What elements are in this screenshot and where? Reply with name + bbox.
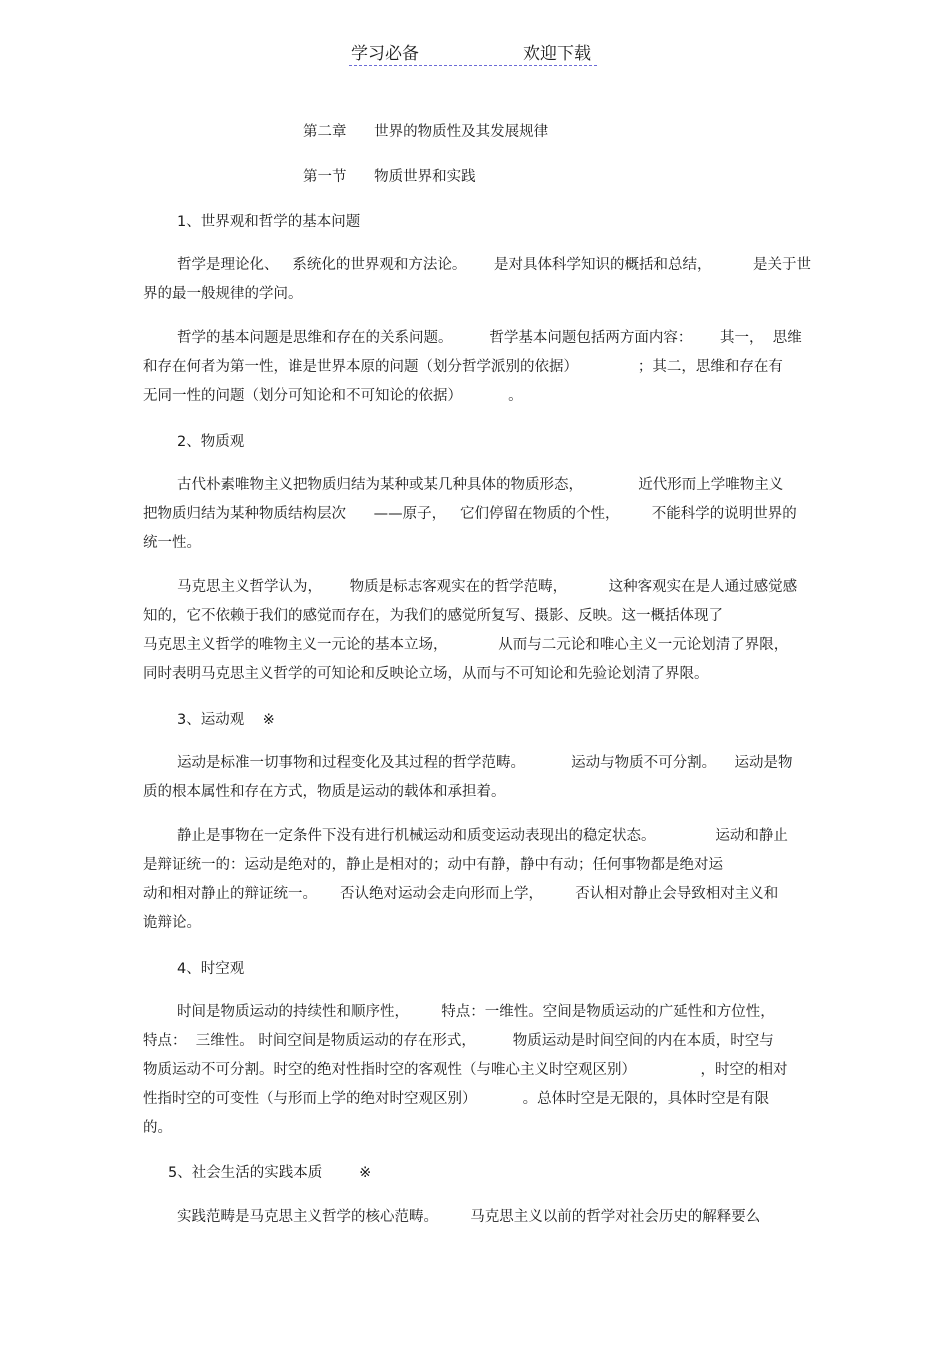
paragraph-line: 物质运动不可分割。时空的绝对性指时空的客观性（与唯心主义时空观区别） ，时空的相对: [143, 1062, 788, 1078]
paragraph-line: 运动是标准一切事物和过程变化及其过程的哲学范畴。 运动与物质不可分割。 运动是物: [177, 755, 793, 771]
paragraph-line: 无同一性的问题（划分可知论和不可知论的依据） 。: [143, 388, 523, 404]
heading-4: 4、时空观: [177, 961, 245, 977]
heading-1: 1、世界观和哲学的基本问题: [177, 214, 361, 230]
paragraph-line: 哲学是理论化、 系统化的世界观和方法论。 是对具体科学知识的概括和总结， 是关于世: [177, 257, 811, 273]
paragraph-line: 和存在何者为第一性，谁是世界本原的问题（划分哲学派别的依据） ；其二，思维和存在有: [143, 359, 783, 375]
paragraph-line: 统一性。: [143, 535, 201, 551]
paragraph-line: 古代朴素唯物主义把物质归结为某种或某几种具体的物质形态， 近代形而上学唯物主义: [177, 477, 784, 493]
paragraph-line: 时间是物质运动的持续性和顺序性， 特点：一维性。空间是物质运动的广延性和方位性，: [177, 1004, 775, 1020]
paragraph-line: 知的，它不依赖于我们的感觉而存在，为我们的感觉所复写、摄影、反映。这一概括体现了: [143, 608, 723, 624]
chapter-title: 第二章 世界的物质性及其发展规律: [303, 124, 549, 140]
paragraph-line: 是辩证统一的：运动是绝对的，静止是相对的；动中有静，静中有动；任何事物都是绝对运: [143, 857, 723, 873]
section-title: 第一节 物质世界和实践: [303, 169, 476, 185]
heading-3: 3、运动观 ※: [177, 712, 275, 728]
heading-2: 2、物质观: [177, 434, 245, 450]
paragraph-line: 实践范畴是马克思主义哲学的核心范畴。 马克思主义以前的哲学对社会历史的解释要么: [177, 1209, 761, 1225]
header-right-text: 欢迎下载: [523, 44, 591, 64]
heading-5: 5、社会生活的实践本质 ※: [168, 1165, 372, 1181]
paragraph-line: 动和相对静止的辩证统一。 否认绝对运动会走向形而上学， 否认相对静止会导致相对主义和: [143, 886, 779, 902]
paragraph-line: 的。: [143, 1120, 172, 1136]
paragraph-line: 哲学的基本问题是思维和存在的关系问题。 哲学基本问题包括两方面内容： 其一， 思维: [177, 330, 802, 346]
paragraph-line: 同时表明马克思主义哲学的可知论和反映论立场，从而与不可知论和先验论划清了界限。: [143, 666, 709, 682]
paragraph-line: 诡辩论。: [143, 915, 201, 931]
paragraph-line: 马克思主义哲学的唯物主义一元论的基本立场， 从而与二元论和唯心主义一元论划清了界限，: [143, 637, 789, 653]
paragraph-line: 界的最一般规律的学问。: [143, 286, 303, 302]
paragraph-line: 质的根本属性和存在方式，物质是运动的载体和承担着。: [143, 784, 506, 800]
header-left-text: 学习必备: [351, 44, 419, 64]
paragraph-line: 把物质归结为某种物质结构层次 ——原子， 它们停留在物质的个性， 不能科学的说明世界的: [143, 506, 797, 522]
header-dashed-rule: [349, 65, 597, 66]
paragraph-line: 马克思主义哲学认为， 物质是标志客观实在的哲学范畴， 这种客观实在是人通过感觉感: [177, 579, 798, 595]
paragraph-line: 静止是事物在一定条件下没有进行机械运动和质变运动表现出的稳定状态。 运动和静止: [177, 828, 788, 844]
paragraph-line: 性指时空的可变性（与形而上学的绝对时空观区别） 。总体时空是无限的，具体时空是有限: [143, 1091, 770, 1107]
paragraph-line: 特点： 三维性。 时间空间是物质运动的存在形式， 物质运动是时间空间的内在本质，时空与: [143, 1033, 774, 1049]
